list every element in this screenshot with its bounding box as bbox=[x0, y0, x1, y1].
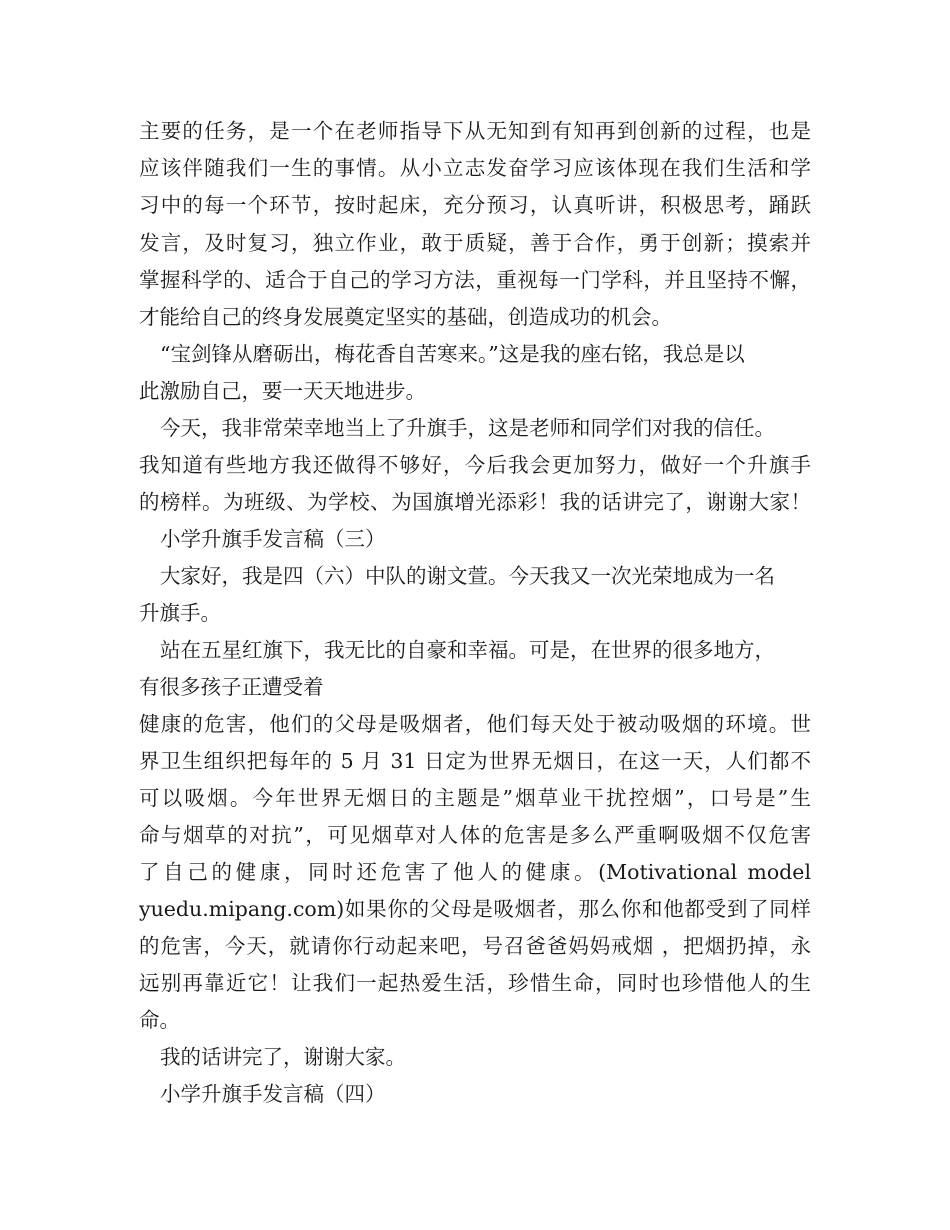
text-line: 命。 bbox=[139, 1008, 180, 1032]
text-line: 有很多孩子正遭受着 bbox=[139, 675, 324, 699]
text-line: “宝剑锋从磨砺出，梅花香自苦寒来。”这是我的座右铭，我总是以 bbox=[160, 342, 745, 366]
text-line: 界卫生组织把每年的 5 月 31 日定为世界无烟日，在这一天，人们都不 bbox=[139, 749, 811, 773]
section-heading: 小学升旗手发言稿（四） bbox=[160, 1082, 386, 1106]
text-line: 站在五星红旗下，我无比的自豪和幸福。可是，在世界的很多地方， bbox=[160, 638, 775, 662]
text-line: 应该伴随我们一生的事情。从小立志发奋学习应该体现在我们生活和学 bbox=[139, 156, 811, 180]
text-line: 此激励自己，要一天天地进步。 bbox=[139, 379, 426, 403]
text-line: 我的话讲完了，谢谢大家。 bbox=[160, 1045, 406, 1069]
text-line: 才能给自己的终身发展奠定坚实的基础，创造成功的机会。 bbox=[139, 305, 672, 329]
text-line: 升旗手。 bbox=[139, 601, 221, 625]
text-line: 我知道有些地方我还做得不够好，今后我会更加努力，做好一个升旗手 bbox=[139, 453, 811, 477]
section-heading: 小学升旗手发言稿（三） bbox=[160, 527, 386, 551]
text-line: 习中的每一个环节，按时起床，充分预习，认真听讲，积极思考，踊跃 bbox=[139, 193, 811, 217]
text-line: 命与烟草的对抗”，可见烟草对人体的危害是多么严重啊吸烟不仅危害 bbox=[139, 823, 811, 847]
text-line: 掌握科学的、适合于自己的学习方法，重视每一门学科，并且坚持不懈， bbox=[139, 268, 811, 292]
text-line: 主要的任务，是一个在老师指导下从无知到有知再到创新的过程，也是 bbox=[139, 119, 811, 143]
text-line: 的危害，今天，就请你行动起来吧，号召爸爸妈妈戒烟 ，把烟扔掉，永 bbox=[139, 934, 811, 958]
text-line: 发言，及时复习，独立作业，敢于质疑，善于合作，勇于创新；摸索并 bbox=[139, 231, 811, 255]
text-line: 可以吸烟。今年世界无烟日的主题是”烟草业干扰控烟”，口号是”生 bbox=[139, 786, 811, 810]
text-line: 的榜样。为班级、为学校、为国旗增光添彩！我的话讲完了，谢谢大家！ bbox=[139, 490, 811, 514]
text-line: 今天，我非常荣幸地当上了升旗手，这是老师和同学们对我的信任。 bbox=[160, 416, 775, 440]
text-line: 了自己的健康，同时还危害了他人的健康。(Motivational model bbox=[139, 860, 811, 884]
text-line: 大家好，我是四（六）中队的谢文萱。今天我又一次光荣地成为一名 bbox=[160, 564, 775, 588]
text-line: 健康的危害，他们的父母是吸烟者，他们每天处于被动吸烟的环境。世 bbox=[139, 712, 811, 736]
text-line: 远别再靠近它！让我们一起热爱生活，珍惜生命，同时也珍惜他人的生 bbox=[139, 971, 811, 995]
text-line: yuedu.mipang.com)如果你的父母是吸烟者，那么你和他都受到了同样 bbox=[139, 897, 811, 921]
